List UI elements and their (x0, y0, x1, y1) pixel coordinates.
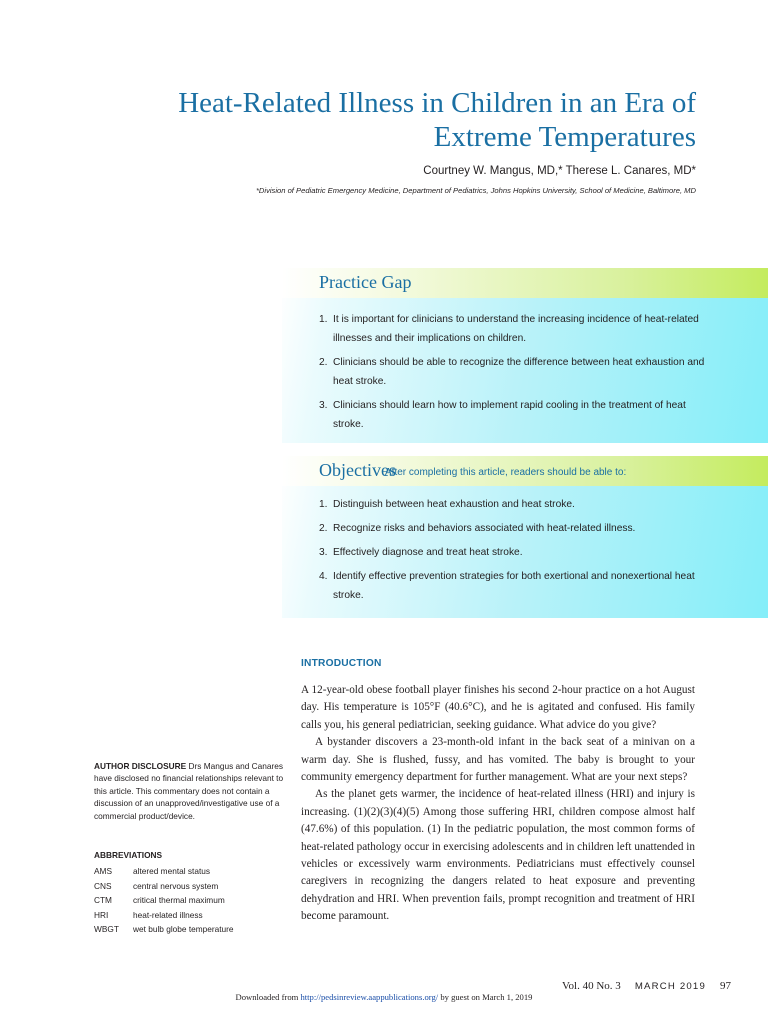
abbreviation-term: HRI (94, 909, 109, 920)
list-item-text: Clinicians should be able to recognize the difference between heat exhaustion and heat stroke. (333, 357, 705, 387)
abbreviation-term: WBGT (94, 924, 119, 935)
objectives-subheading: After completing this article, readers should be able to: (385, 467, 627, 478)
list-item-number: 4. (319, 571, 328, 582)
list-item (282, 519, 768, 538)
article-title-line-2: Extreme Temperatures (433, 121, 696, 153)
practice-gap-panel (282, 268, 768, 443)
download-link[interactable]: http://pedsinreview.aappublications.org/ (300, 992, 439, 1002)
abbreviation-meaning: central nervous system (133, 880, 219, 891)
abbreviation-row (94, 922, 284, 937)
abbreviation-row (94, 893, 284, 908)
practice-gap-list (282, 298, 768, 434)
list-item-number: 2. (319, 523, 328, 534)
download-prefix: Downloaded from (235, 992, 301, 1002)
list-item-number: 1. (319, 499, 328, 510)
objectives-header (282, 456, 768, 486)
list-item-text: Effectively diagnose and treat heat stroke. (333, 547, 523, 558)
introduction-heading: INTRODUCTION (301, 658, 382, 669)
page-number: 97 (720, 980, 731, 992)
download-suffix: by guest on March 1, 2019 (438, 992, 533, 1002)
list-item (282, 495, 768, 514)
introduction-body (301, 682, 695, 926)
introduction-paragraph: A 12-year-old obese football player finishes his second 2-hour practice on a hot August day. His temperature is 105°F (40.6°C), and he is agitated and confused. His family calls you, his general pediatrician, seeking guidance. What advice do you give? (301, 684, 695, 731)
list-item (282, 543, 768, 562)
journal-footer (562, 980, 706, 992)
author-disclosure-text: Drs Mangus and Canares have disclosed no financial relationships relevant to this article. This commentary does not contain a discussion of an unapproved/investigative use of a commercial product/device. (94, 761, 284, 821)
article-title-line-1: Heat-Related Illness in Children in an Era of (178, 87, 696, 119)
abbreviation-term: CNS (94, 880, 112, 891)
abbreviation-row (94, 879, 284, 894)
volume-issue: Vol. 40 No. 3 (562, 980, 621, 992)
author-disclosure-label: AUTHOR DISCLOSURE (94, 761, 187, 771)
list-item (282, 353, 768, 391)
abbreviation-term: CTM (94, 895, 112, 906)
introduction-paragraph: As the planet gets warmer, the incidence of heat-related illness (HRI) and injury is increasing. (1)(2)(3)(4)(5) Among those suffering HRI, children compose almost half (47.6%) of this population. (1) In the pediatric population, the most common forms of heat-related pathology occur in exercising adolescents and in children left unattended in vehicles or excessively warm environments. Pediatricians must effectively counsel caregivers in recognizing the dangers related to heat exposure and preventing dehydration and HRI. When prevention fails, prompt recognition and treatment of HRI become paramount. (301, 788, 695, 923)
list-item-text: Distinguish between heat exhaustion and heat stroke. (333, 499, 575, 510)
abbreviation-meaning: critical thermal maximum (133, 895, 225, 906)
author-disclosure (94, 760, 284, 822)
practice-gap-header (282, 268, 768, 298)
objectives-list (282, 486, 768, 605)
practice-gap-heading: Practice Gap (319, 272, 412, 292)
list-item-text: It is important for clinicians to understand the increasing incidence of heat-related illnesses and their implications on children. (333, 314, 699, 344)
list-item-text: Identify effective prevention strategies for both exertional and nonexertional heat stroke. (333, 571, 695, 601)
list-item-text: Recognize risks and behaviors associated with heat-related illness. (333, 523, 636, 534)
introduction-paragraph: A bystander discovers a 23-month-old infant in the back seat of a minivan on a warm day. She is flushed, fussy, and has vomited. The baby is brought to your community emergency department for further management. What are your next steps? (301, 736, 695, 784)
download-notice (0, 992, 768, 1002)
objectives-heading: Objectives (319, 460, 396, 480)
list-item-number: 1. (319, 314, 328, 325)
abbreviations-heading: ABBREVIATIONS (94, 850, 163, 860)
objectives-panel (282, 456, 768, 618)
abbreviation-meaning: wet bulb globe temperature (133, 924, 234, 935)
list-item (282, 396, 768, 434)
author-list: Courtney W. Mangus, MD,* Therese L. Canares, MD* (423, 165, 696, 177)
article-title (96, 86, 696, 154)
author-affiliation: *Division of Pediatric Emergency Medicine, Department of Pediatrics, Johns Hopkins University, School of Medicine, Baltimore, MD (255, 186, 696, 195)
list-item-number: 3. (319, 400, 328, 411)
list-item (282, 567, 768, 605)
list-item-number: 2. (319, 357, 328, 368)
abbreviation-meaning: heat-related illness (133, 909, 203, 920)
list-item (282, 310, 768, 348)
abbreviation-term: AMS (94, 866, 112, 876)
abbreviation-row (94, 908, 284, 923)
list-item-text: Clinicians should learn how to implement rapid cooling in the treatment of heat stroke. (333, 400, 686, 430)
abbreviation-meaning: altered mental status (133, 866, 211, 876)
abbreviations-list (94, 864, 284, 937)
abbreviation-row (94, 864, 284, 879)
list-item-number: 3. (319, 547, 328, 558)
issue-month: MARCH 2019 (634, 981, 706, 992)
